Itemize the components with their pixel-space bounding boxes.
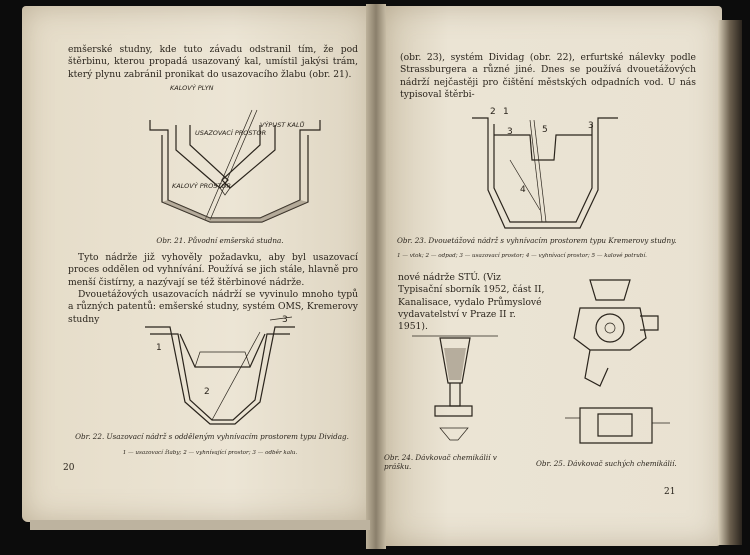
paragraph: Dvouetážových usazovacích nádrží se vyvinulo mnoho typů a různých patentů: emšerské studny, systém OMS, Kremerovy studny <box>68 289 358 325</box>
figure-24-caption: Obr. 24. Dávkovač chemikálií v prášku. <box>384 453 497 471</box>
paragraph: nové nádrže STÚ. (Viz Typisační sborník 1952, část II, Kanalisace, vydalo Průmyslové vydavatelství v Praze II r. 1951). <box>398 272 545 333</box>
figure-25-caption: Obr. 25. Dávkovač suchých chemikálií. <box>536 459 677 468</box>
label-sludge: KALOVÝ PROSTOR <box>172 182 232 190</box>
label-outlet: VÝPUST KALŮ <box>260 121 305 129</box>
fig22-num-2: 2 <box>204 387 210 397</box>
paragraph: emšerské studny, kde tuto závadu odstranil tím, že pod štěrbinu, kterou propadá usazovaný kal, umístil jakýsi trám, který plynu zabránil pronikat do usazovacího žlabu (obr. 21). <box>68 44 358 80</box>
fig23-num-5: 5 <box>542 125 548 135</box>
figure-23-diagram <box>470 100 620 235</box>
fig23-num-3a: 3 <box>507 127 513 137</box>
figure-22-legend <box>90 447 330 456</box>
fig23-num-2: 2 <box>490 107 496 117</box>
figure-22-legend-text: 1 — usazovací žlaby; 2 — vyhnívající prostor; 3 — odběr kalu. <box>122 450 298 456</box>
fig22-num-1: 1 <box>156 343 162 353</box>
label-gas: KALOVÝ PLYN <box>170 84 214 92</box>
figure-22-caption: Obr. 22. Usazovací nádrž s odděleným vyhnívacím prostorem typu Dividag. <box>75 432 349 441</box>
paragraph: Tyto nádrže již vyhověly požadavku, aby byl usazovací proces oddělen od vyhnívání. Používá se jich stále, hlavně pro menší čistírny, a nazývají se též štěrbinové nádrže. <box>68 252 358 288</box>
figure-24-diagram <box>410 328 500 450</box>
fig23-num-1: 1 <box>503 107 509 117</box>
book-spine <box>366 4 386 549</box>
page-edges <box>718 20 742 545</box>
fig23-num-3b: 3 <box>588 121 594 131</box>
figure-21-diagram <box>140 80 340 230</box>
figure-23-legend <box>397 250 713 259</box>
figure-22-diagram <box>140 312 300 430</box>
page-number-left: 20 <box>63 463 75 473</box>
figure-23-caption: Obr. 23. Dvouetážová nádrž s vyhnívacím prostorem typu Kremerovy studny. <box>397 236 677 245</box>
figure-23-legend-text: 1 — vtok; 2 — odpad; 3 — usazovací prostor; 4 — vyhnívací prostor; 5 — kalové potrubí. <box>397 253 647 259</box>
page-number-right: 21 <box>664 487 676 497</box>
figure-21-caption: Obr. 21. Původní emšerská studna. <box>156 236 284 245</box>
fig23-num-4: 4 <box>520 185 526 195</box>
fig22-num-3: 3 <box>282 315 288 325</box>
paragraph: (obr. 23), systém Dividag (obr. 22), erfurtské nálevky podle Strassburgera a různé jiné. Dnes se používá dvouetážových nádrží nejčastěji pro čištění městských odpadních vod. U nás typisoval štěrbi- <box>400 52 696 100</box>
figure-25-diagram <box>560 278 678 453</box>
label-settling: USAZOVACÍ PROSTOR <box>195 129 267 137</box>
page-edges-bottom <box>30 520 370 530</box>
